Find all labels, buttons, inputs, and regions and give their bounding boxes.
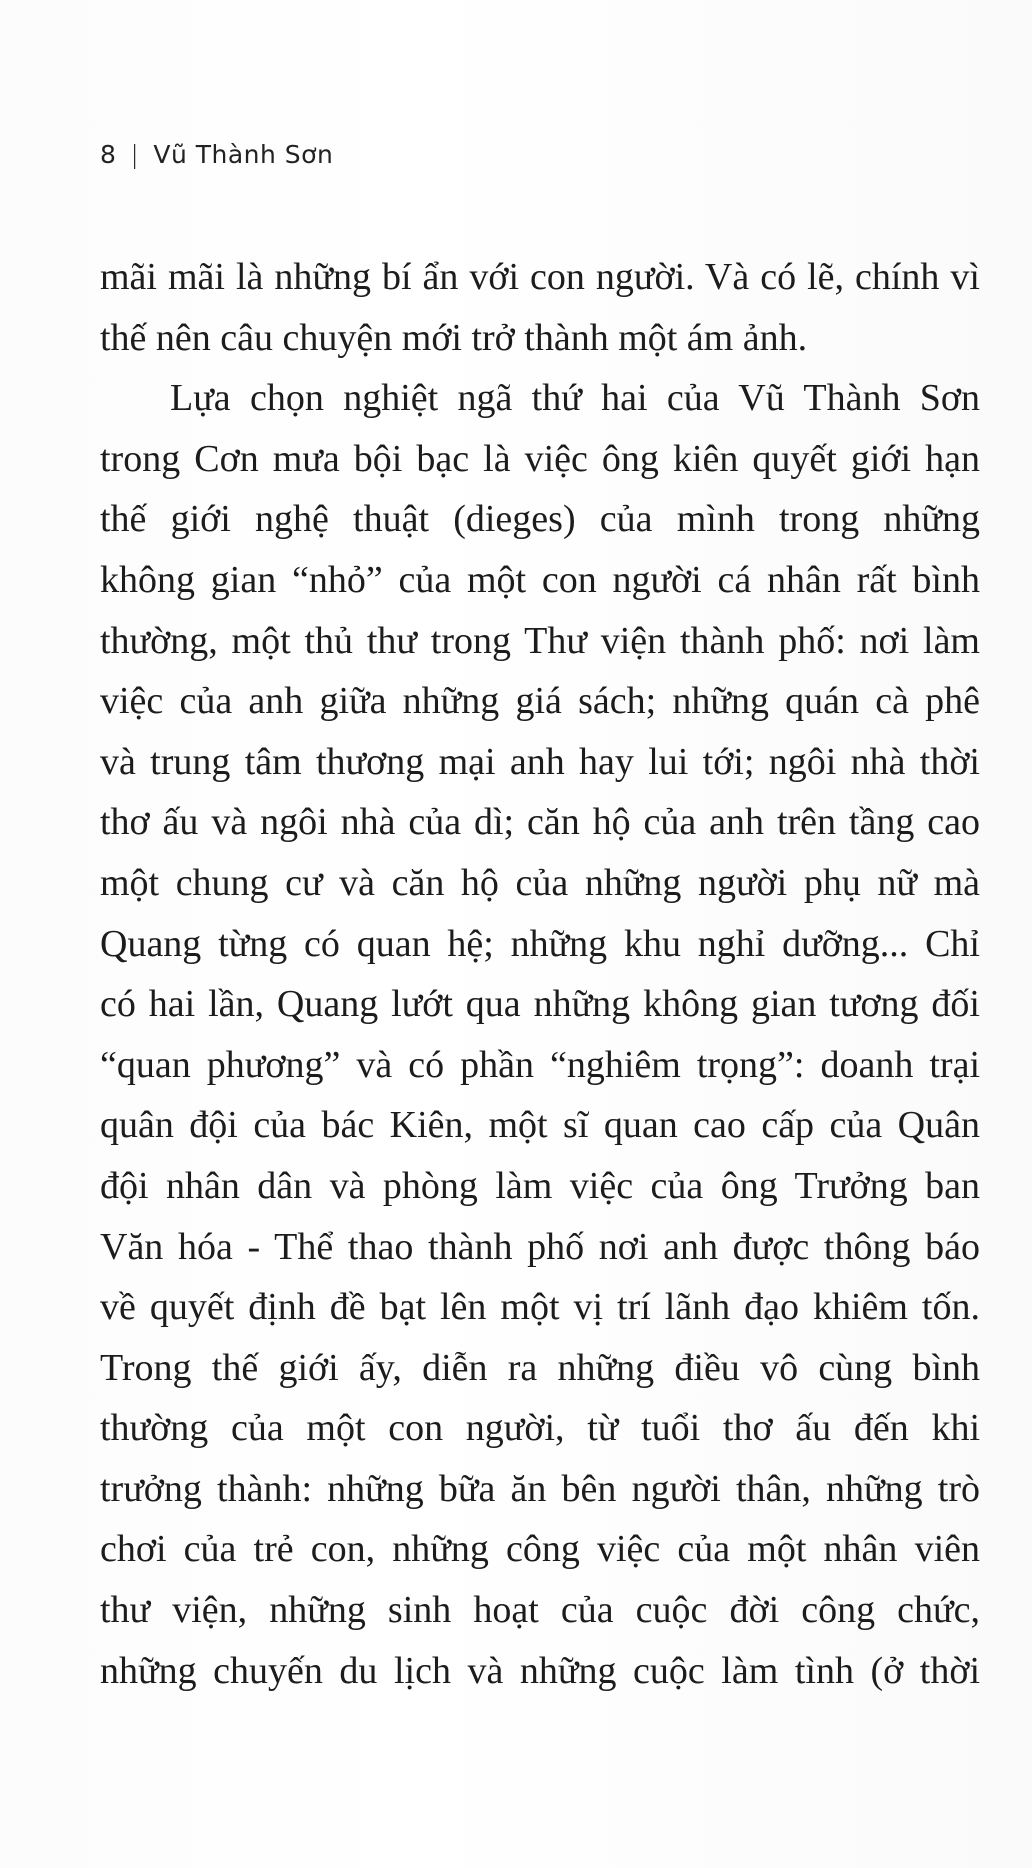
text-line: việc của anh giữa những giá sách; những quán cà phê [100,680,980,723]
text-line: đội nhân dân và phòng làm việc của ông Trưởng ban [100,1164,980,1207]
page-number: 8 [100,140,117,169]
paragraph-2 [100,368,980,1701]
text-line: Văn hóa - Thể thao thành phố nơi anh được thông báo [100,1225,980,1268]
text-line: Quang từng có quan hệ; những khu nghỉ dưỡng... Chỉ [100,922,980,965]
author-name: Vũ Thành Sơn [153,140,334,169]
text-line: một chung cư và căn hộ của những người phụ nữ mà [100,861,980,904]
body-text [100,247,980,1701]
text-line: quân đội của bác Kiên, một sĩ quan cao cấp của Quân [100,1104,980,1147]
text-line: thường, một thủ thư trong Thư viện thành phố: nơi làm [100,619,980,662]
text-line: trưởng thành: những bữa ăn bên người thân, những trò [100,1467,980,1510]
text-line: Lựa chọn nghiệt ngã thứ hai của Vũ Thành Sơn [170,377,980,420]
text-line: những chuyến du lịch và những cuộc làm tình (ở thời [100,1649,980,1692]
text-line: mãi mãi là những bí ẩn với con người. Và có lẽ, chính vì [100,256,980,298]
text-line: và trung tâm thương mại anh hay lui tới; ngôi nhà thời [100,740,980,783]
text-line: thế nên câu chuyện mới trở thành một ám ảnh. [100,316,808,359]
text-line: “quan phương” và có phần “nghiêm trọng”: doanh trại [100,1043,980,1086]
text-line: thường của một con người, từ tuổi thơ ấu đến khi [100,1407,980,1450]
text-line: trong Cơn mưa bội bạc là việc ông kiên quyết giới hạn [100,437,980,480]
text-line: thế giới nghệ thuật (dieges) của mình trong những [100,498,980,541]
text-line: có hai lần, Quang lướt qua những không gian tương đối [100,983,980,1026]
paragraph-1 [100,247,980,368]
text-line: thư viện, những sinh hoạt của cuộc đời công chức, [100,1589,980,1632]
text-line: về quyết định đề bạt lên một vị trí lãnh đạo khiêm tốn. [100,1286,980,1329]
text-line: Trong thế giới ấy, diễn ra những điều vô cùng bình [100,1346,980,1389]
text-line: thơ ấu và ngôi nhà của dì; căn hộ của anh trên tầng cao [100,801,980,844]
header-separator: | [130,140,140,169]
text-line: không gian “nhỏ” của một con người cá nhân rất bình [100,558,980,601]
text-line: chơi của trẻ con, những công việc của một nhân viên [100,1528,980,1571]
running-header [100,140,333,169]
